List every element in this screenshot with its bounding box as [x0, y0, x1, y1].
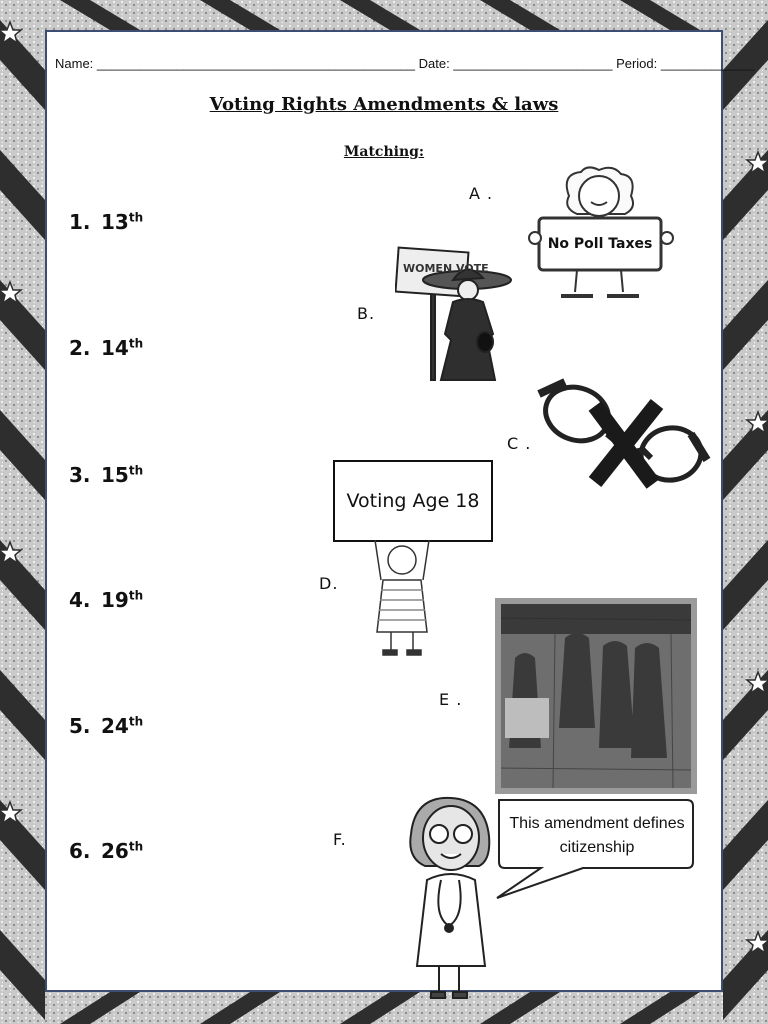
historical-voting-engraving: [495, 598, 697, 794]
period-label: Period:: [616, 56, 658, 71]
list-item: [69, 839, 143, 863]
choice-e-letter: E .: [439, 690, 463, 709]
worksheet-page: [45, 30, 755, 992]
poll-tax-sign: No Poll Taxes: [547, 236, 653, 252]
list-item: [69, 588, 143, 612]
page-title: Voting Rights Amendments & laws: [209, 94, 559, 115]
name-label: Name:: [55, 56, 94, 71]
suffrage-sign-text: WOMEN VOTE: [403, 262, 489, 275]
date-label: Date:: [418, 56, 450, 71]
item-suffix: th: [128, 714, 144, 729]
item-value: 19: [101, 588, 129, 612]
list-item: [69, 714, 143, 738]
choice-f-letter: F.: [333, 830, 347, 849]
list-item: [69, 463, 143, 487]
item-value: 14: [101, 336, 129, 360]
period-blank[interactable]: _____________: [660, 56, 755, 71]
item-number: 3.: [69, 463, 91, 487]
suffragette-illustration: [395, 244, 520, 386]
item-suffix: th: [128, 210, 144, 225]
item-number: 4.: [69, 588, 91, 612]
list-item: [69, 336, 143, 360]
item-suffix: th: [128, 463, 144, 478]
choice-b-letter: B.: [357, 304, 376, 323]
voting-age-sign: Voting Age 18: [333, 460, 493, 542]
item-number: 6.: [69, 839, 91, 863]
date-blank[interactable]: ______________________: [453, 56, 613, 71]
name-blank[interactable]: ____________________________________________: [96, 56, 416, 71]
item-number: 2.: [69, 336, 91, 360]
item-suffix: th: [128, 336, 144, 351]
list-item: [69, 210, 143, 234]
item-value: 13: [101, 210, 129, 234]
item-number: 5.: [69, 714, 91, 738]
item-suffix: th: [128, 839, 144, 854]
choice-c-letter: C .: [507, 434, 532, 453]
item-value: 24: [101, 714, 129, 738]
item-number: 1.: [69, 210, 91, 234]
choice-d-letter: D.: [319, 574, 339, 593]
student-info-line: [55, 56, 755, 71]
item-value: 26: [101, 839, 129, 863]
speech-bubble-text: This amendment defines citizenship: [509, 815, 685, 856]
choice-a-letter: A .: [469, 184, 494, 203]
child-holding-sign-illustration: [367, 540, 437, 660]
item-suffix: th: [128, 588, 144, 603]
item-value: 15: [101, 463, 129, 487]
section-subtitle: Matching:: [343, 144, 425, 160]
handcuffs-crossed-illustration: [535, 374, 711, 492]
